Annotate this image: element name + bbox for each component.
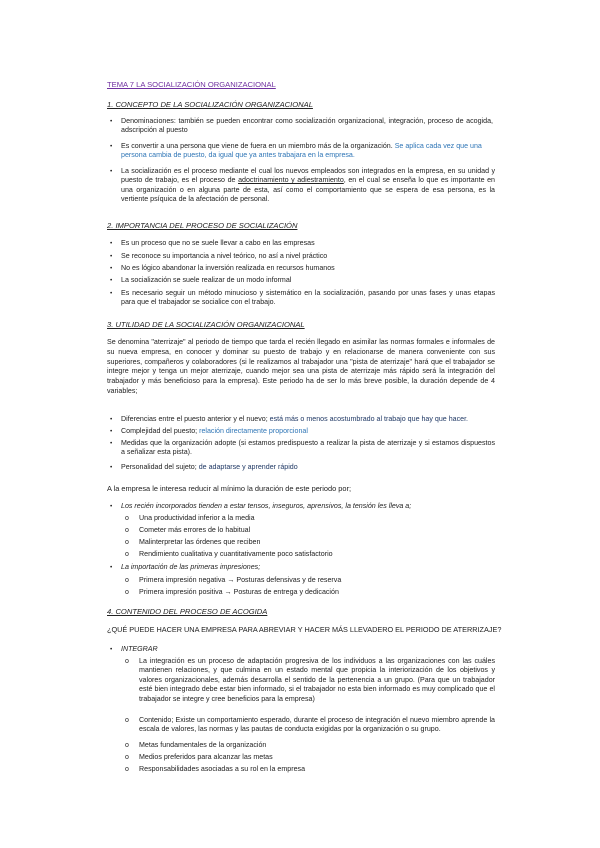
- s4-integracion-definition: La integración es un proceso de adaptación progresiva de los individuos a las organizaciones con las cuáles mantienen relaciones, y que culmina en un estado mental que propicia la interiorización de los objetivos y valores organizacionales, además desarrolla el sentido de la pertenencia a un grupo. (Para que un trabajador esté bien integrado debe estar bien informado, si el trabajador no esta bien informado es muy complicado que el trabajador se integre y cree beneficios para la empresa): [139, 657, 495, 703]
- s2-item: No es lógico abandonar la inversión realizada en recursos humanos: [121, 264, 335, 272]
- s3-variable-diferencias: [121, 415, 495, 424]
- circle-bullet-marker: o: [125, 577, 129, 584]
- circle-bullet-marker: o: [125, 589, 129, 596]
- bullet-marker: •: [110, 143, 113, 150]
- s1-socializacion-underlined: adoctrinamiento y adiestramiento: [238, 176, 344, 185]
- bullet-marker: •: [110, 646, 113, 653]
- s2-item: Se reconoce su importancia a nivel teórico, no así a nivel práctico: [121, 252, 328, 260]
- s3-tension-effect: Una productividad inferior a la media: [139, 514, 255, 522]
- s1-bullet-convertir: [121, 142, 495, 161]
- circle-bullet-marker: o: [125, 754, 129, 761]
- circle-bullet-marker: o: [125, 742, 129, 749]
- s4-question: ¿QUÉ PUEDE HACER UNA EMPRESA PARA ABREVIAR Y HACER MÁS LLEVADERO EL PERIODO DE ATERRIZAJE?: [107, 625, 502, 634]
- bullet-marker: •: [110, 464, 113, 471]
- bullet-marker: •: [110, 168, 113, 175]
- s2-item: La socialización se suele realizar de un modo informal: [121, 276, 292, 284]
- s3-tension-effect: Rendimiento cualitativa y cuantitativamente poco satisfactorio: [139, 550, 333, 558]
- s4-integrar-item: Metas fundamentales de la organización: [139, 741, 267, 749]
- bullet-marker: •: [110, 118, 113, 125]
- s4-integrar-label: INTEGRAR: [121, 645, 158, 653]
- section-4-heading: 4. CONTENIDO DEL PROCESO DE ACOGIDA: [107, 607, 268, 616]
- s3-tension-effect: Cometer más errores de lo habitual: [139, 526, 251, 534]
- section-1-heading: 1. CONCEPTO DE LA SOCIALIZACIÓN ORGANIZACIONAL: [107, 100, 313, 109]
- s3-variable-personalidad: [121, 463, 298, 472]
- circle-bullet-marker: o: [125, 658, 129, 665]
- s1-bullet-denominaciones: Denominaciones: también se pueden encontrar como socialización organizacional, integración, proceso de acogida, adscripción al puesto: [121, 117, 493, 135]
- circle-bullet-marker: o: [125, 527, 129, 534]
- s1-socializacion-text: La socialización es el proceso mediante el cual los nuevos empleados son integrados en la empresa, en su unidad y puesto de trabajo, es el proceso de: [121, 167, 495, 185]
- s2-item: Es necesario seguir un método minucioso y sistemático en la socialización, pasando por unas fases y unas etapas para que el trabajador se socialice con el trabajo.: [121, 289, 495, 307]
- s3-impression-item: Primera impresión negativa → Posturas defensivas y de reserva: [139, 576, 342, 584]
- bullet-marker: •: [110, 428, 113, 435]
- s3-variable-note: de adaptarse y aprender rápido: [198, 463, 298, 471]
- s2-item: Es un proceso que no se suele llevar a cabo en las empresas: [121, 239, 315, 247]
- bullet-marker: •: [110, 277, 113, 284]
- s4-integrar-item: Responsabilidades asociadas a su rol en la empresa: [139, 765, 306, 773]
- bullet-marker: •: [110, 240, 113, 247]
- s1-bullet-socializacion: [121, 167, 495, 205]
- s3-paragraph-aterrizaje: Se denomina "aterrizaje" al periodo de tiempo que tarda el recién llegado en asimilar las normas formales e informales de su nueva empresa, en conocer y dominar su puesto de trabajo y en relacionarse de manera conveniente con sus superiores, compañeros y colaboradores (si le realizamos al trabajador una "pista de aterrizaje" hará que el trabajador se integre mejor y tenga un mejor aterrizaje, cuando mejor sea una pista de aterrizaje más rápido será la integración del trabajador y más beneficioso para la empresa). Este periodo ha de ser lo más breve posible, la duración depende de 4 variables;: [107, 338, 495, 395]
- bullet-marker: •: [110, 503, 113, 510]
- bullet-marker: •: [110, 440, 113, 447]
- s1-convertir-text: Es convertir a una persona que viene de fuera en un miembro más de la organización.: [121, 142, 393, 150]
- s3-variable-note: está más o menos acostumbrado al trabajo que hay que hacer.: [269, 415, 469, 423]
- s4-contenido: Contenido; Existe un comportamiento esperado, durante el proceso de integración el nuevo miembro aprende la escala de valores, las normas y las pautas de conducta exigidas por la organización o su grupo.: [139, 716, 495, 734]
- s4-integrar-item: Medios preferidos para alcanzar las metas: [139, 753, 273, 761]
- bullet-marker: •: [110, 253, 113, 260]
- s3-variable-label: Diferencias entre el puesto anterior y el nuevo;: [121, 415, 268, 423]
- s1-socializacion-rest: , en el cual se enseña lo que es importante en una organización o en alguna parte de esta, así como el comportamiento que se espera de esa persona, es la vertiente psíquica de la afectación de personal.: [121, 176, 495, 204]
- s1-convertir-highlight: Se aplica cada vez que una persona cambia de puesto, da igual que ya antes trabajara en la empresa.: [121, 142, 482, 160]
- bullet-marker: •: [110, 290, 113, 297]
- s3-variable-medidas: Medidas que la organización adopte (si estamos predispuesto a realizar la pista de aterrizaje y si estamos dispuestos a señalizar esta pista).: [121, 439, 495, 457]
- circle-bullet-marker: o: [125, 766, 129, 773]
- circle-bullet-marker: o: [125, 551, 129, 558]
- circle-bullet-marker: o: [125, 539, 129, 546]
- document-title: TEMA 7 LA SOCIALIZACIÓN ORGANIZACIONAL: [107, 80, 276, 89]
- bullet-marker: •: [110, 564, 113, 571]
- section-2-heading: 2. IMPORTANCIA DEL PROCESO DE SOCIALIZACIÓN: [107, 221, 298, 230]
- s3-variable-label: Personalidad del sujeto;: [121, 463, 197, 471]
- circle-bullet-marker: o: [125, 717, 129, 724]
- section-3-heading: 3. UTILIDAD DE LA SOCIALIZACIÓN ORGANIZACIONAL: [107, 320, 305, 329]
- s3-variable-complejidad: [121, 427, 308, 436]
- s3-impression-item: Primera impresión positiva → Posturas de entrega y dedicación: [139, 588, 339, 596]
- bullet-marker: •: [110, 416, 113, 423]
- s3-variable-note: relación directamente proporcional: [199, 427, 308, 435]
- s3-reason-impressions: La importación de las primeras impresiones;: [121, 563, 261, 571]
- s3-reason-tension: Los recién incorporados tienden a estar tensos, inseguros, aprensivos, la tensión les lleva a;: [121, 502, 412, 510]
- bullet-marker: •: [110, 265, 113, 272]
- circle-bullet-marker: o: [125, 515, 129, 522]
- s3-interest-statement: A la empresa le interesa reducir al mínimo la duración de este periodo por;: [107, 484, 352, 493]
- s3-variable-label: Complejidad del puesto;: [121, 427, 198, 435]
- s3-tension-effect: Malinterpretar las órdenes que reciben: [139, 538, 261, 546]
